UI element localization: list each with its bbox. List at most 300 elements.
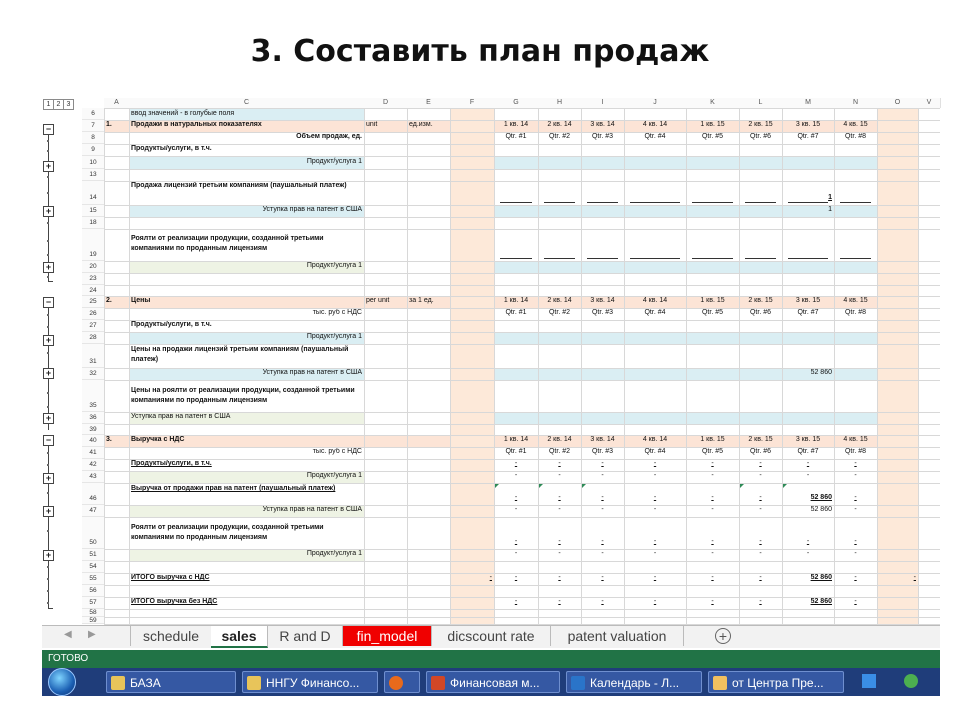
empty-value-cell[interactable] <box>544 258 575 259</box>
quarter-code[interactable]: Qtr. #5 <box>701 133 723 140</box>
expand-row-20-button[interactable]: + <box>43 262 54 273</box>
mail-icon <box>713 676 727 690</box>
gridline <box>104 505 940 506</box>
patent-assignment-label[interactable]: Уступка прав на патент в США <box>129 205 364 217</box>
col-header-j[interactable]: J <box>624 98 687 108</box>
col-o-shade <box>877 108 918 624</box>
value-cell[interactable]: - <box>514 494 518 501</box>
gridline <box>104 217 940 218</box>
quarter-code[interactable]: Qtr. #4 <box>644 309 666 316</box>
row-number[interactable]: 56 <box>82 585 104 597</box>
value-cell[interactable]: - <box>558 506 561 513</box>
row-number[interactable]: 41 <box>82 447 104 459</box>
value-cell[interactable]: - <box>653 574 657 581</box>
revenue-royalty-label[interactable]: Роялти от реализации продукции, созданной третьими компаниями по проданным лицензиям <box>131 524 324 541</box>
value-cell[interactable]: - <box>854 460 857 467</box>
quarter-code[interactable]: Qtr. #3 <box>591 448 613 455</box>
row-number[interactable]: 7 <box>82 120 104 132</box>
col-header-d[interactable]: D <box>364 98 408 108</box>
royalty-label[interactable]: Роялти от реализации продукции, созданной третьими компаниями по проданным лицензиям <box>131 235 324 252</box>
value-cell[interactable]: - <box>514 472 518 479</box>
value-cell[interactable]: - <box>711 598 714 605</box>
value-cell[interactable]: - <box>854 598 857 605</box>
row-number[interactable]: 55 <box>82 573 104 585</box>
value-cell[interactable]: - <box>854 538 857 545</box>
gridline <box>104 308 940 309</box>
gridline <box>104 132 940 133</box>
value-cell[interactable]: - <box>514 550 518 557</box>
revenue-product-1-label[interactable]: Продукт/услуга 1 <box>129 471 364 483</box>
value-cell[interactable]: - <box>711 538 714 545</box>
quarter-code[interactable]: Qtr. #8 <box>844 448 866 455</box>
row-number[interactable]: 26 <box>82 308 104 320</box>
value-cell[interactable]: - <box>558 598 561 605</box>
quarter-code[interactable]: Qtr. #4 <box>644 448 666 455</box>
row-number[interactable]: 32 <box>82 368 104 380</box>
value-cell[interactable]: - <box>759 538 762 545</box>
gridline <box>104 617 940 618</box>
gridline <box>104 205 940 206</box>
expand-row-36-button[interactable]: + <box>43 413 54 424</box>
quarter-code[interactable]: Qtr. #7 <box>797 133 819 140</box>
row-number[interactable]: 59 <box>82 617 104 624</box>
gridline <box>834 108 835 624</box>
value-cell[interactable]: - <box>806 472 810 479</box>
quarter-header[interactable]: 3 кв. 15 <box>782 296 834 308</box>
quarter-code[interactable]: Qtr. #8 <box>844 133 866 140</box>
input-hint[interactable]: ввод значений - в голубые поля <box>129 109 364 120</box>
row-number[interactable]: 24 <box>82 285 104 296</box>
gridline <box>104 296 940 297</box>
section-3-number[interactable]: 3. <box>104 435 129 447</box>
value-cell[interactable]: - <box>558 460 561 467</box>
row-number[interactable]: 25 <box>82 296 104 308</box>
tab-schedule[interactable]: schedule <box>130 626 212 646</box>
value-cell[interactable]: - <box>759 550 762 557</box>
gridline <box>104 459 940 460</box>
value-cell[interactable]: - <box>601 494 604 501</box>
gridline <box>104 332 940 333</box>
folder-icon <box>111 676 125 690</box>
row-number[interactable]: 23 <box>82 273 104 285</box>
gridline <box>104 585 940 586</box>
empty-value-cell[interactable] <box>587 202 618 203</box>
row-number[interactable]: 51 <box>82 549 104 561</box>
task-label: от Центра Пре... <box>732 676 824 690</box>
value-cell[interactable]: - <box>601 460 604 467</box>
value-cell[interactable]: - <box>514 598 518 605</box>
gridline <box>104 368 940 369</box>
gridline <box>104 181 940 182</box>
gridline <box>104 549 940 550</box>
quarter-header[interactable]: 3 кв. 15 <box>782 435 834 447</box>
m32-value[interactable]: 52 860 <box>810 369 832 376</box>
value-cell[interactable]: - <box>653 472 657 479</box>
m57-value[interactable]: 52 860 <box>810 598 832 605</box>
product-1-royalty-label[interactable]: Продукт/услуга 1 <box>129 261 364 273</box>
row-number[interactable]: 39 <box>82 424 104 435</box>
row-number[interactable]: 13 <box>82 169 104 181</box>
start-button-icon[interactable] <box>48 668 76 696</box>
value-cell[interactable]: - <box>711 494 714 501</box>
quarter-code[interactable]: Qtr. #6 <box>749 448 771 455</box>
row-number[interactable]: 46 <box>82 483 104 505</box>
empty-value-cell[interactable] <box>692 202 733 203</box>
value-cell[interactable]: - <box>601 538 604 545</box>
tab-scroll-left-icon[interactable]: ◀ <box>64 629 72 640</box>
collapse-group-2-button[interactable]: − <box>43 297 54 308</box>
m14-value[interactable]: 1 <box>828 194 832 201</box>
gridline <box>104 561 940 562</box>
quarter-code[interactable]: Qtr. #2 <box>548 448 570 455</box>
task-item[interactable] <box>708 671 844 693</box>
col-header-n[interactable]: N <box>834 98 878 108</box>
empty-value-cell[interactable] <box>500 202 532 203</box>
row-number[interactable]: 50 <box>82 517 104 549</box>
row-number[interactable]: 15 <box>82 205 104 217</box>
gridline <box>104 344 940 345</box>
tab-discount-rate[interactable]: dicscount rate <box>432 626 551 646</box>
task-item[interactable] <box>106 671 236 693</box>
row-number[interactable]: 27 <box>82 320 104 332</box>
value-cell[interactable]: - <box>601 550 604 557</box>
quarter-code[interactable]: Qtr. #1 <box>505 133 527 140</box>
empty-value-cell[interactable] <box>745 258 776 259</box>
expand-row-47-button[interactable]: + <box>43 506 54 517</box>
col-f-shade <box>450 108 494 624</box>
value-cell[interactable]: - <box>854 506 857 513</box>
quarter-code[interactable]: Qtr. #6 <box>749 309 771 316</box>
price-assignment-2-label[interactable]: Уступка прав на патент в США <box>129 412 364 424</box>
per-unit2-label[interactable]: за 1 ед. <box>407 296 450 308</box>
unit2-label[interactable]: ед.изм. <box>407 120 450 132</box>
gridline <box>104 156 940 157</box>
value-cell[interactable]: - <box>514 574 518 581</box>
empty-value-cell[interactable] <box>544 202 575 203</box>
empty-value-cell[interactable] <box>692 258 733 259</box>
value-cell[interactable]: - <box>558 574 561 581</box>
task-item[interactable] <box>384 671 420 693</box>
row-number[interactable]: 28 <box>82 332 104 344</box>
gridline <box>624 108 625 624</box>
col-header-c[interactable]: C <box>129 98 365 108</box>
quarter-header[interactable]: 4 кв. 15 <box>834 296 877 308</box>
quarter-header[interactable]: 2 кв. 15 <box>739 120 782 132</box>
outline-bar <box>42 88 82 624</box>
o55-value[interactable]: - <box>913 574 916 581</box>
value-cell[interactable]: - <box>854 472 857 479</box>
row-number[interactable]: 6 <box>82 108 104 120</box>
value-cell[interactable]: - <box>653 506 657 513</box>
section-1-title[interactable]: Продажи в натуральных показателях <box>129 120 364 132</box>
outline-level-1-button[interactable]: 1 <box>43 99 54 110</box>
gridline <box>104 471 940 472</box>
col-header-g[interactable]: G <box>494 98 539 108</box>
per-unit-label[interactable]: per unit <box>364 296 407 308</box>
quarter-header[interactable]: 1 кв. 15 <box>686 120 739 132</box>
value-cell[interactable]: - <box>601 598 604 605</box>
license-sales-label[interactable]: Продажа лицензий третьим компаниям (паушальный платеж) <box>131 182 347 189</box>
gridline <box>104 285 940 286</box>
expand-row-32-button[interactable]: + <box>43 368 54 379</box>
patent-revenue-label[interactable]: Выручка от продажи прав на патент (паушальный платеж) <box>131 485 336 492</box>
empty-value-cell[interactable] <box>630 258 680 259</box>
row-number[interactable]: 40 <box>82 435 104 447</box>
tray-app-icon[interactable] <box>862 674 876 688</box>
value-cell[interactable]: - <box>854 574 857 581</box>
gridline <box>104 573 940 574</box>
value-cell[interactable]: - <box>711 550 714 557</box>
value-cell[interactable]: - <box>558 494 561 501</box>
gridline <box>364 108 365 624</box>
gridline <box>104 597 940 598</box>
row-number[interactable]: 57 <box>82 597 104 609</box>
revenue-currency-label[interactable]: тыс. руб с НДС <box>312 448 362 455</box>
row-number[interactable]: 35 <box>82 380 104 412</box>
revenue-assignment-label[interactable]: Уступка прав на патент в США <box>129 505 364 517</box>
col-header-k[interactable]: K <box>686 98 740 108</box>
quarter-header[interactable]: 3 кв. 15 <box>782 120 834 132</box>
row-number[interactable]: 36 <box>82 412 104 424</box>
outlook-icon <box>571 676 585 690</box>
status-bar: ГОТОВО <box>42 650 940 668</box>
gridline <box>104 120 940 121</box>
gridline <box>877 108 878 624</box>
value-cell[interactable]: - <box>759 574 762 581</box>
quarter-code[interactable]: Qtr. #1 <box>505 448 527 455</box>
tab-scroll-right-icon[interactable]: ▶ <box>88 629 96 640</box>
value-cell[interactable]: - <box>514 506 518 513</box>
quarter-header[interactable]: 1 кв. 14 <box>494 435 538 447</box>
quarter-code[interactable]: Qtr. #7 <box>797 309 819 316</box>
quarter-code[interactable]: Qtr. #2 <box>548 133 570 140</box>
quarter-code[interactable]: Qtr. #4 <box>644 133 666 140</box>
quarter-header[interactable]: 3 кв. 14 <box>581 435 624 447</box>
tab-fin-model[interactable]: fin_model <box>343 626 432 646</box>
value-cell[interactable]: - <box>759 460 762 467</box>
empty-value-cell[interactable] <box>587 258 618 259</box>
empty-value-cell[interactable] <box>500 258 532 259</box>
price-assignment-label[interactable]: Уступка прав на патент в США <box>129 368 364 380</box>
value-cell[interactable]: - <box>514 460 518 467</box>
row-number[interactable]: 47 <box>82 505 104 517</box>
price-product-1-label[interactable]: Продукт/услуга 1 <box>129 332 364 344</box>
row-number[interactable]: 31 <box>82 344 104 368</box>
gridline <box>538 108 539 624</box>
quarter-header[interactable]: 4 кв. 14 <box>624 435 686 447</box>
col-header-i[interactable]: I <box>581 98 625 108</box>
value-cell[interactable]: - <box>711 574 714 581</box>
value-cell[interactable]: - <box>759 598 762 605</box>
products-label[interactable]: Продукты/услуги, в т.ч. <box>131 145 212 152</box>
empty-value-cell[interactable] <box>745 202 776 203</box>
product-1-label[interactable]: Продукт/услуга 1 <box>129 157 364 169</box>
row-number[interactable]: 58 <box>82 609 104 617</box>
value-cell[interactable]: - <box>653 598 657 605</box>
row-number[interactable]: 8 <box>82 132 104 144</box>
quarter-header[interactable]: 2 кв. 15 <box>739 435 782 447</box>
prices-products-label[interactable]: Продукты/услуги, в т.ч. <box>131 321 212 328</box>
col-header-l[interactable]: L <box>739 98 783 108</box>
section-2-title[interactable]: Цены <box>129 296 364 308</box>
value-cell[interactable]: - <box>558 550 561 557</box>
quarter-code[interactable]: Qtr. #7 <box>797 448 819 455</box>
quarter-code[interactable]: Qtr. #3 <box>591 133 613 140</box>
quarter-code[interactable]: Qtr. #5 <box>701 309 723 316</box>
value-cell[interactable]: - <box>759 472 762 479</box>
row-number[interactable]: 9 <box>82 144 104 156</box>
row-number[interactable]: 54 <box>82 561 104 573</box>
currency-label[interactable]: тыс. руб с НДС <box>312 309 362 316</box>
empty-value-cell[interactable] <box>630 202 680 203</box>
quarter-header[interactable]: 4 кв. 15 <box>834 120 877 132</box>
m15-value[interactable]: 1 <box>828 206 832 213</box>
value-cell[interactable]: - <box>558 472 561 479</box>
value-cell[interactable]: - <box>806 538 810 545</box>
row-number[interactable]: 19 <box>82 229 104 261</box>
value-cell[interactable]: - <box>653 538 657 545</box>
empty-value-cell[interactable] <box>840 202 871 203</box>
col-header-o[interactable]: O <box>877 98 919 108</box>
license-price-label[interactable]: Цены на продажи лицензий третьим компаниям (паушальный платеж) <box>131 346 349 363</box>
quarter-code[interactable]: Qtr. #6 <box>749 133 771 140</box>
quarter-header[interactable]: 4 кв. 14 <box>624 120 686 132</box>
gridline <box>104 169 940 170</box>
row-number[interactable]: 18 <box>82 217 104 229</box>
gridline <box>104 424 940 425</box>
col-header-f[interactable]: F <box>450 98 495 108</box>
unit-label[interactable]: unit <box>364 120 407 132</box>
plus-circle-icon[interactable]: + <box>715 628 731 644</box>
value-cell[interactable]: - <box>711 506 714 513</box>
expand-row-10-button[interactable]: + <box>43 161 54 172</box>
empty-value-cell[interactable] <box>840 258 871 259</box>
value-cell[interactable]: - <box>806 550 810 557</box>
quarter-header[interactable]: 1 кв. 14 <box>494 120 538 132</box>
col-header-m[interactable]: M <box>782 98 835 108</box>
excel-window <box>42 88 940 696</box>
tray-network-icon[interactable] <box>904 674 918 688</box>
value-cell[interactable]: - <box>806 460 810 467</box>
quarter-code[interactable]: Qtr. #3 <box>591 309 613 316</box>
m47-value[interactable]: 52 860 <box>810 506 832 513</box>
value-cell[interactable]: - <box>759 506 762 513</box>
royalty-price-label[interactable]: Цены на роялти от реализации продукции, созданной третьими компаниями по проданным лицензиям <box>131 387 355 404</box>
value-cell[interactable]: - <box>514 538 518 545</box>
task-item[interactable] <box>426 671 560 693</box>
gridline <box>104 435 940 436</box>
total-without-vat-label[interactable]: ИТОГО выручка без НДС <box>131 598 218 605</box>
value-cell[interactable]: - <box>653 460 657 467</box>
task-label: Календарь - Л... <box>590 676 680 690</box>
tab-patent-valuation[interactable]: patent valuation <box>551 626 684 646</box>
quarter-header[interactable]: 3 кв. 14 <box>581 296 624 308</box>
quarter-header[interactable]: 1 кв. 14 <box>494 296 538 308</box>
expand-row-51-button[interactable]: + <box>43 550 54 561</box>
value-cell[interactable]: - <box>653 550 657 557</box>
f55-value[interactable]: - <box>489 574 492 581</box>
col-header-a[interactable]: A <box>104 98 130 108</box>
row-number[interactable]: 42 <box>82 459 104 471</box>
revenue-product-1b-label[interactable]: Продукт/услуга 1 <box>129 549 364 561</box>
value-cell[interactable]: - <box>854 550 857 557</box>
task-item[interactable] <box>242 671 378 693</box>
value-cell[interactable]: - <box>759 494 762 501</box>
row-number[interactable]: 14 <box>82 181 104 205</box>
gridline <box>104 273 940 274</box>
col-header-v[interactable]: V <box>918 98 941 108</box>
revenue-products-label[interactable]: Продукты/услуги, в т.ч. <box>131 460 212 467</box>
value-cell[interactable]: - <box>601 574 604 581</box>
value-cell[interactable]: - <box>601 472 604 479</box>
expand-row-15-button[interactable]: + <box>43 206 54 217</box>
section-2-number[interactable]: 2. <box>104 296 129 308</box>
gridline <box>104 447 940 448</box>
volume-label[interactable]: Объем продаж, ед. <box>296 133 362 140</box>
tab-sales[interactable]: sales <box>211 626 268 648</box>
quarter-code[interactable]: Qtr. #5 <box>701 448 723 455</box>
quarter-header[interactable]: 4 кв. 14 <box>624 296 686 308</box>
gridline <box>494 108 495 624</box>
firefox-icon <box>389 676 403 690</box>
row-number[interactable]: 10 <box>82 156 104 169</box>
empty-value-cell[interactable] <box>788 258 828 259</box>
quarter-header[interactable]: 3 кв. 14 <box>581 120 624 132</box>
task-item[interactable] <box>566 671 702 693</box>
value-cell[interactable]: - <box>711 472 714 479</box>
value-cell[interactable]: - <box>601 506 604 513</box>
collapse-group-1-button[interactable]: − <box>43 124 54 135</box>
quarter-header[interactable]: 1 кв. 15 <box>686 435 739 447</box>
gridline <box>450 108 451 624</box>
quarter-code[interactable]: Qtr. #2 <box>548 309 570 316</box>
quarter-header[interactable]: 2 кв. 14 <box>538 296 581 308</box>
gridline <box>104 229 940 230</box>
value-cell[interactable]: - <box>711 460 714 467</box>
row-number[interactable]: 20 <box>82 261 104 273</box>
quarter-header[interactable]: 2 кв. 14 <box>538 435 581 447</box>
quarter-code[interactable]: Qtr. #8 <box>844 309 866 316</box>
quarter-header[interactable]: 2 кв. 14 <box>538 120 581 132</box>
outline-level-2-button[interactable]: 2 <box>53 99 64 110</box>
section-1-number[interactable]: 1. <box>104 120 129 132</box>
value-cell[interactable]: - <box>854 494 857 501</box>
outline-level-3-button[interactable]: 3 <box>63 99 74 110</box>
powerpoint-icon <box>431 676 445 690</box>
value-cell[interactable]: - <box>653 494 657 501</box>
gridline <box>104 261 940 262</box>
quarter-header[interactable]: 1 кв. 15 <box>686 296 739 308</box>
value-cell[interactable]: - <box>558 538 561 545</box>
expand-row-28-button[interactable]: + <box>43 335 54 346</box>
quarter-code[interactable]: Qtr. #1 <box>505 309 527 316</box>
total-with-vat-label[interactable]: ИТОГО выручка с НДС <box>131 574 210 581</box>
section-3-title[interactable]: Выручка с НДС <box>129 435 364 447</box>
row-number[interactable]: 43 <box>82 471 104 483</box>
tab-r-and-d[interactable]: R and D <box>268 626 343 646</box>
col-header-h[interactable]: H <box>538 98 582 108</box>
gridline <box>739 108 740 624</box>
collapse-group-3-button[interactable]: − <box>43 435 54 446</box>
quarter-header[interactable]: 4 кв. 15 <box>834 435 877 447</box>
expand-row-43-button[interactable]: + <box>43 473 54 484</box>
m55-value[interactable]: 52 860 <box>810 574 832 581</box>
col-header-e[interactable]: E <box>407 98 451 108</box>
gridline <box>104 144 940 145</box>
m46-value[interactable]: 52 860 <box>810 494 832 501</box>
quarter-header[interactable]: 2 кв. 15 <box>739 296 782 308</box>
gridline <box>104 517 940 518</box>
